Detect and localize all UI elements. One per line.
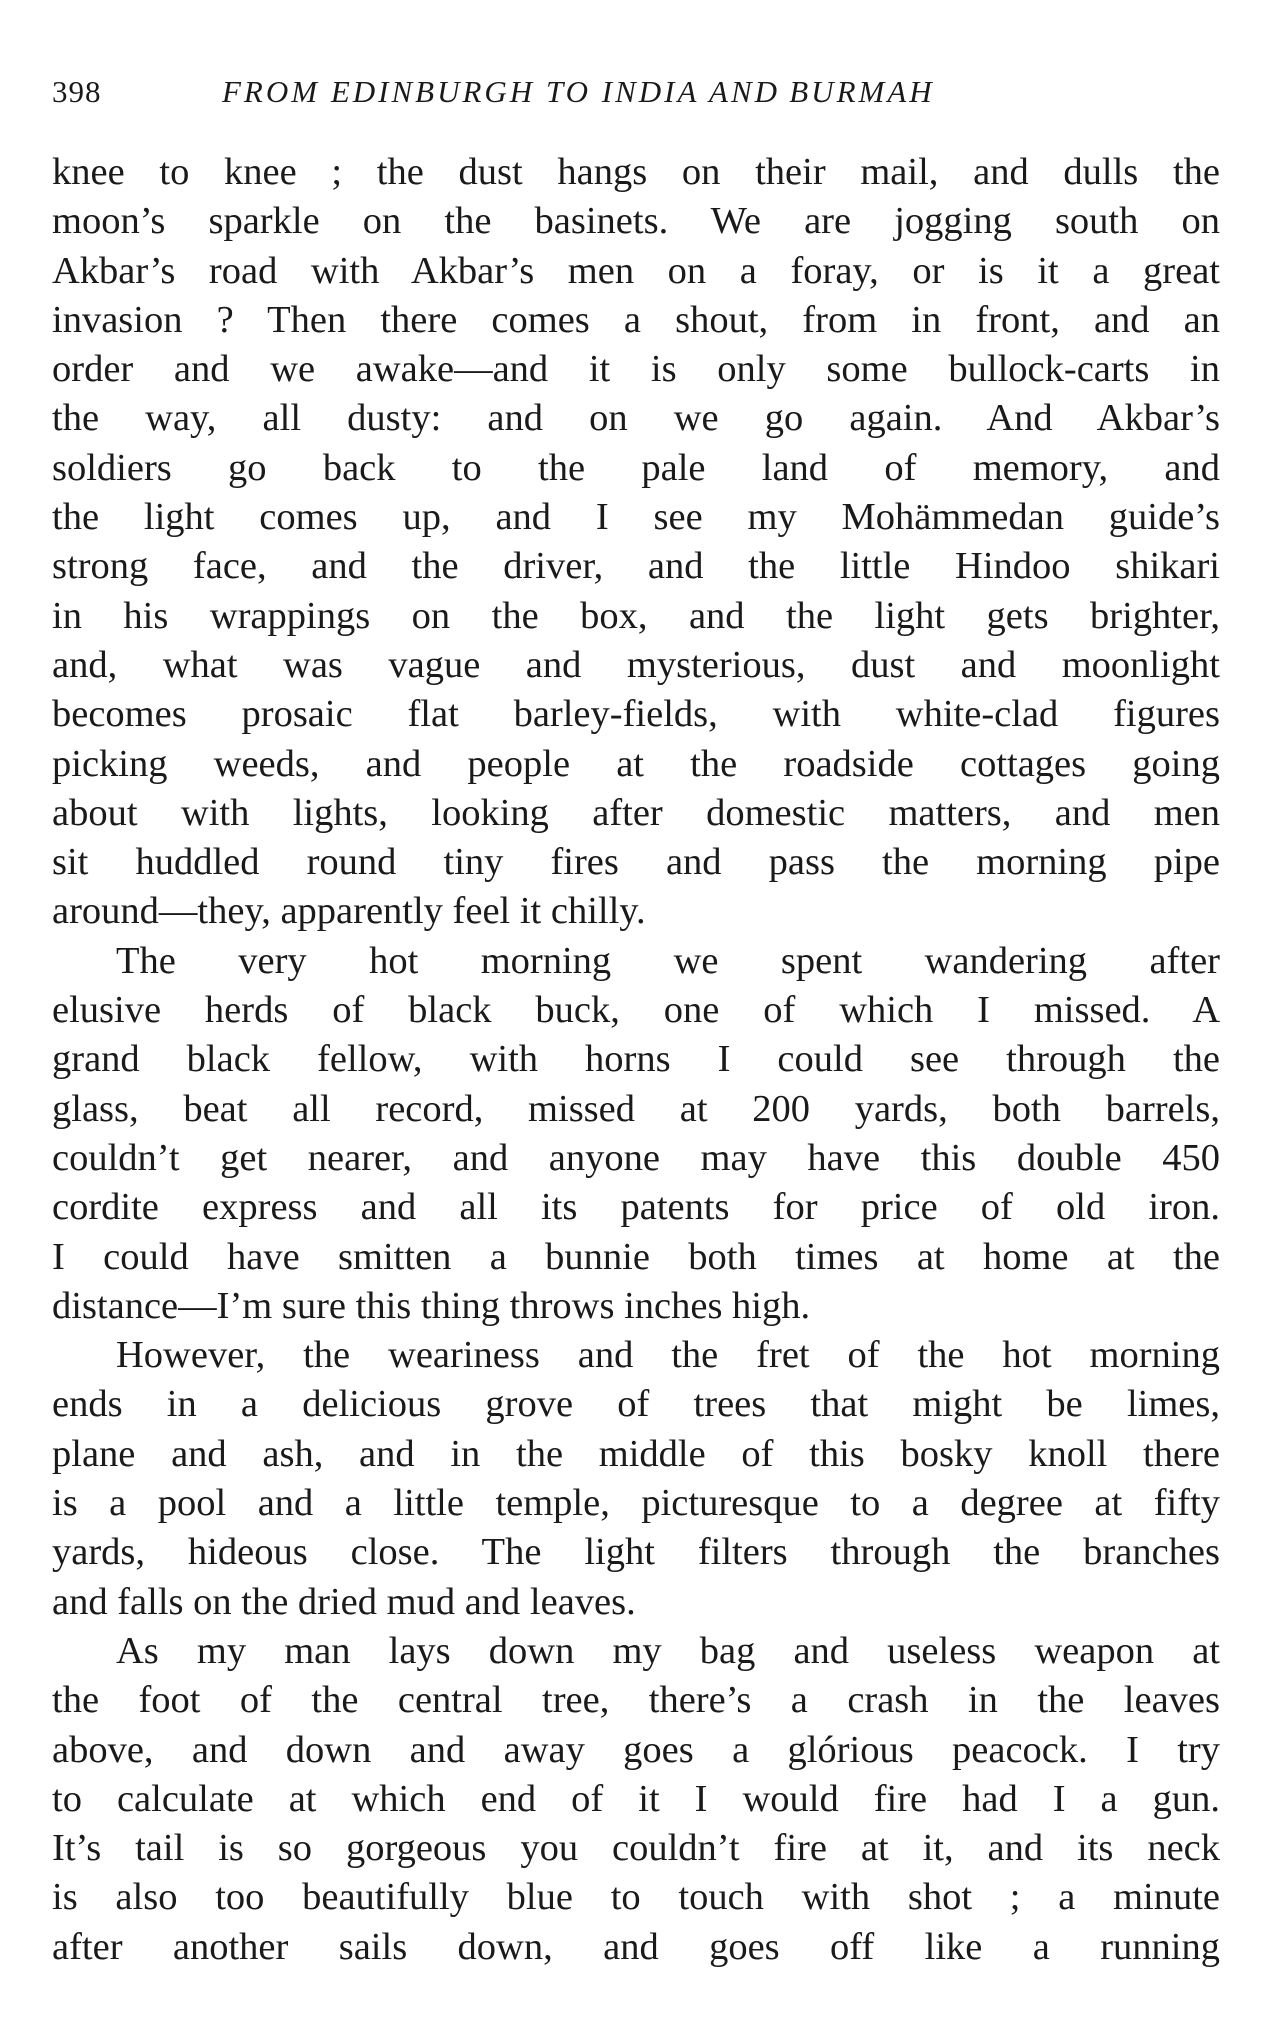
text-line: ends in a delicious grove of trees that might be limes, [52,1383,1220,1426]
body-text [52,148,1220,1972]
text-line: The very hot morning we spent wandering after [116,939,1220,982]
text-line: distance—I’m sure this thing throws inches high. [52,1284,811,1327]
text-line: order and we awake—and it is only some bullock-carts in [52,348,1220,391]
paragraph [52,937,1220,1331]
text-line: invasion ? Then there comes a shout, from in front, and an [52,298,1220,341]
text-line: above, and down and away goes a glórious peacock. I try [52,1728,1220,1771]
running-title: FROM EDINBURGH TO INDIA AND BURMAH [222,74,935,109]
text-line: couldn’t get nearer, and anyone may have this double 450 [52,1136,1220,1179]
text-line: after another sails down, and goes off like a running [52,1925,1220,1968]
text-line: and falls on the dried mud and leaves. [52,1580,636,1623]
text-line: the way, all dusty: and on we go again. And Akbar’s [52,397,1220,440]
text-line: As my man lays down my bag and useless weapon at [116,1629,1220,1672]
running-header [52,74,1220,114]
text-line: the light comes up, and I see my Mohämmedan guide’s [52,496,1220,539]
text-line: cordite express and all its patents for price of old iron. [52,1186,1220,1229]
text-line: knee to knee ; the dust hangs on their mail, and dulls the [52,151,1220,193]
text-line: to calculate at which end of it I would fire had I a gun. [52,1777,1220,1820]
text-line: is a pool and a little temple, picturesque to a degree at fifty [52,1482,1220,1525]
paragraph [52,148,1220,937]
text-line: plane and ash, and in the middle of this bosky knoll there [52,1432,1220,1475]
text-line: about with lights, looking after domestic matters, and men [52,791,1220,834]
text-line: is also too beautifully blue to touch with shot ; a minute [52,1876,1220,1919]
text-line: It’s tail is so gorgeous you couldn’t fire at it, and its neck [52,1827,1220,1870]
text-line: elusive herds of black buck, one of which I missed. A [52,989,1220,1032]
text-line: glass, beat all record, missed at 200 yards, both barrels, [52,1087,1220,1130]
text-line: picking weeds, and people at the roadside cottages going [52,742,1220,785]
text-line: becomes prosaic flat barley-fields, with white-clad figures [52,693,1220,736]
page-number: 398 [52,74,102,109]
text-line: around—they, apparently feel it chilly. [52,890,646,933]
text-line: grand black fellow, with horns I could see through the [52,1038,1220,1081]
text-line: However, the weariness and the fret of the hot morning [116,1334,1220,1377]
text-line: Akbar’s road with Akbar’s men on a foray, or is it a great [52,249,1220,292]
text-line: and, what was vague and mysterious, dust and moonlight [52,643,1220,686]
text-line: strong face, and the driver, and the little Hindoo shikari [52,545,1220,588]
text-line: the foot of the central tree, there’s a crash in the leaves [52,1679,1220,1722]
paragraph [52,1331,1220,1627]
text-line: in his wrappings on the box, and the light gets brighter, [52,594,1220,637]
paragraph [52,1627,1220,1972]
text-line: moon’s sparkle on the basinets. We are jogging south on [52,200,1220,243]
text-line: I could have smitten a bunnie both times at home at the [52,1235,1220,1278]
text-line: soldiers go back to the pale land of memory, and [52,446,1220,489]
text-line: yards, hideous close. The light filters through the branches [52,1531,1220,1574]
text-line: sit huddled round tiny fires and pass the morning pipe [52,841,1220,884]
